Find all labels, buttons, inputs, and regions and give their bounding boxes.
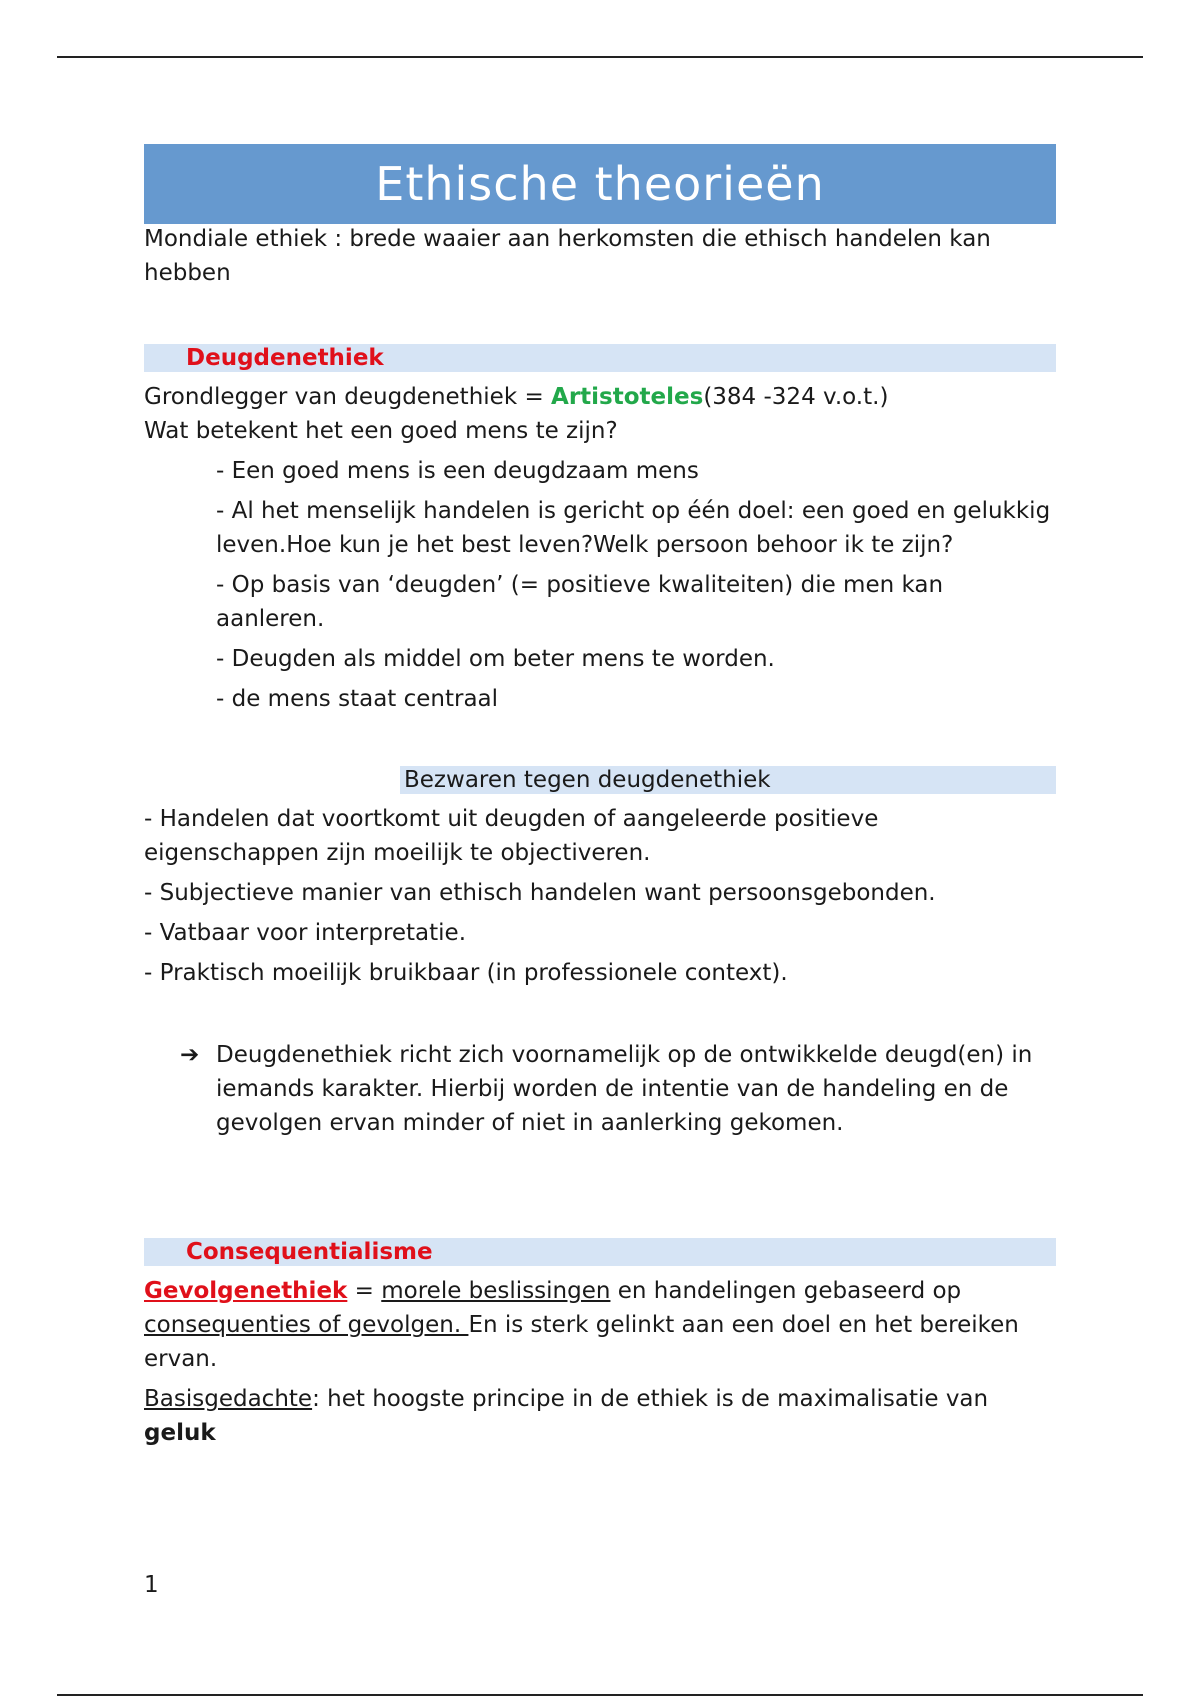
list-item: - de mens staat centraal [216, 686, 499, 712]
list-item: - Praktisch moeilijk bruikbaar (in professionele context). [144, 960, 788, 986]
page-title: Ethische theorieën [375, 157, 825, 211]
page-number: 1 [144, 1572, 159, 1598]
section-heading-label: Deugdenethiek [186, 345, 384, 371]
founder-line [144, 380, 1056, 414]
section-heading-label: Consequentialisme [186, 1239, 433, 1265]
document-page [144, 144, 1056, 1450]
section-heading-consequentialisme [144, 1238, 1056, 1266]
subheading-bezwaren [400, 766, 1056, 794]
term-gevolgenethiek: Gevolgenethiek [144, 1278, 348, 1304]
conclusion-block [144, 1038, 1056, 1140]
list-item: - Handelen dat voortkomt uit deugden of aangeleerde positieve eigenschappen zijn moeilijk te objectiveren. [144, 806, 879, 866]
definition-text: En is sterk gelinkt aan een doel en het bereiken ervan. [144, 1312, 1019, 1372]
list-item: - Al het menselijk handelen is gericht op één doel: een goed en gelukkig leven.Hoe kun je het best leven?Welk persoon behoor ik te zijn? [216, 498, 1051, 558]
section-heading-deugdenethiek [144, 344, 1056, 372]
arrow-right-icon: ➔ [180, 1042, 200, 1068]
basis-paragraph [144, 1382, 1056, 1450]
founder-name: Artistoteles [551, 384, 704, 410]
founder-prefix: Grondlegger van deugdenethiek = [144, 384, 552, 410]
basis-label: Basisgedachte [144, 1386, 313, 1412]
underlined-phrase: morele beslissingen [381, 1278, 611, 1304]
definition-text: en handelingen gebaseerd op [610, 1278, 962, 1304]
intro-paragraph: Mondiale ethiek : brede waaier aan herkomsten die ethisch handelen kan hebben [144, 226, 991, 286]
top-rule [57, 56, 1143, 58]
founder-suffix: (384 -324 v.o.t.) [703, 384, 889, 410]
title-banner [144, 144, 1056, 224]
definition-paragraph [144, 1274, 1056, 1376]
question-line: Wat betekent het een goed mens te zijn? [144, 418, 618, 444]
underlined-phrase: consequenties of gevolgen. [144, 1312, 469, 1338]
subheading-label: Bezwaren tegen deugdenethiek [404, 767, 771, 793]
list-item: - Een goed mens is een deugdzaam mens [216, 458, 699, 484]
equals-sign: = [347, 1278, 382, 1304]
conclusion-text: Deugdenethiek richt zich voornamelijk op de ontwikkelde deugd(en) in iemands karakter. Hierbij worden de intentie van de handeling en de gevolgen ervan minder of niet in aanlerking gekomen. [216, 1042, 1033, 1136]
list-item: - Op basis van ‘deugden’ (= positieve kwaliteiten) die men kan aanleren. [216, 572, 944, 632]
basis-text: : het hoogste principe in de ethiek is de maximalisatie van [312, 1386, 989, 1412]
basis-bold-word: geluk [144, 1420, 216, 1446]
bottom-rule [57, 1694, 1143, 1696]
list-item: - Subjectieve manier van ethisch handelen want persoonsgebonden. [144, 880, 936, 906]
list-item: - Vatbaar voor interpretatie. [144, 920, 467, 946]
list-item: - Deugden als middel om beter mens te worden. [216, 646, 775, 672]
